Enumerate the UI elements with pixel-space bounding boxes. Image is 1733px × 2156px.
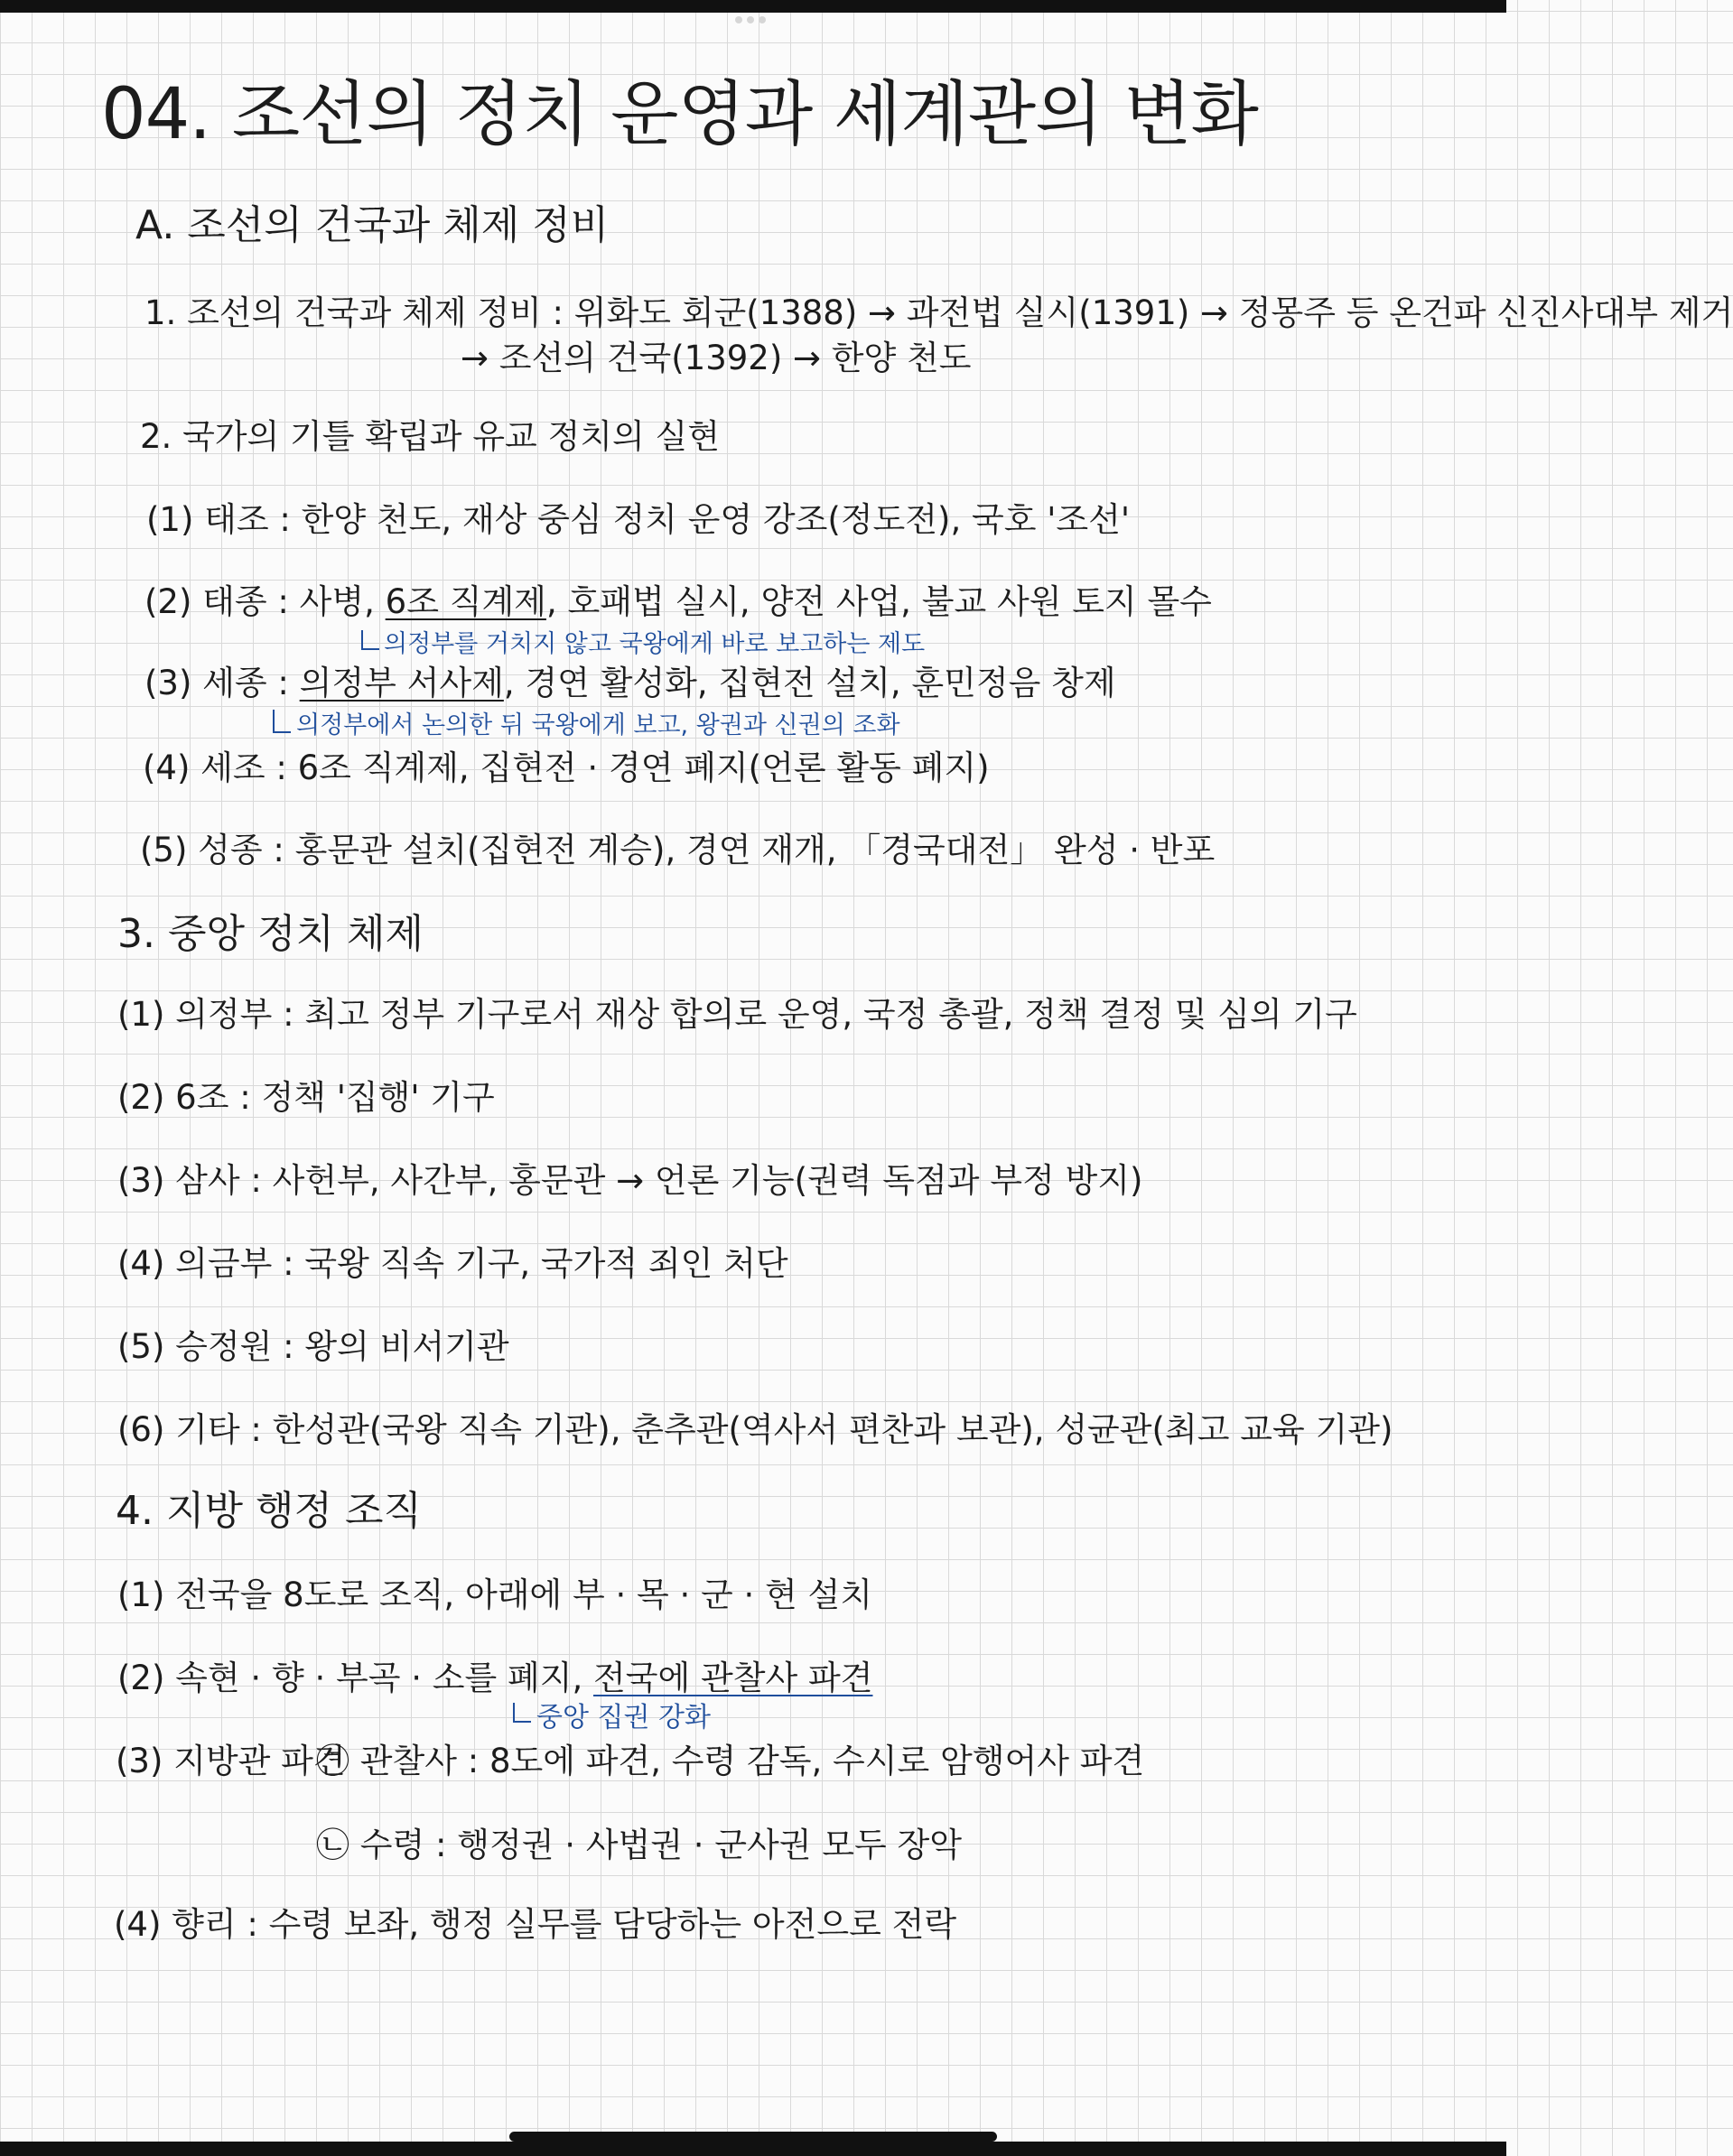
- sejong-note: 의정부에서 논의한 뒤 국왕에게 보고, 왕권과 신권의 조화: [296, 711, 900, 739]
- seongjong-line: (5) 성종 : 홍문관 설치(집현전 계승), 경연 재개, 「경국대전」 완성 · 반포: [140, 831, 1216, 869]
- item3-line-5: (5) 승정원 : 왕의 비서기관: [117, 1327, 509, 1366]
- item3-line-1: (1) 의정부 : 최고 정부 기구로서 재상 합의로 운영, 국정 총괄, 정책 결정 및 심의 기구: [117, 995, 1357, 1034]
- taejong-note: 의정부를 거치지 않고 국왕에게 바로 보고하는 제도: [384, 630, 926, 658]
- bottom-bar: [0, 2142, 1506, 2156]
- taejong-note-arrow-icon: [361, 630, 379, 650]
- page-title: 04. 조선의 정치 운영과 세계관의 변화: [101, 74, 1258, 155]
- section-a-heading: A. 조선의 건국과 체제 정비: [135, 202, 610, 248]
- sejong-note-arrow-icon: [273, 710, 291, 733]
- item3-line-4: (4) 의금부 : 국왕 직속 기구, 국가적 죄인 처단: [117, 1244, 788, 1283]
- item4-line-2-prefix: (2) 속현 · 향 · 부곡 · 소를 폐지,: [117, 1659, 583, 1697]
- taejong-suffix: , 호패법 실시, 양전 사업, 불교 사원 토지 몰수: [545, 582, 1212, 621]
- item4-line-1: (1) 전국을 8도로 조직, 아래에 부 · 목 · 군 · 현 설치: [117, 1575, 873, 1614]
- item4-line-3-prefix: (3) 지방관 파견: [116, 1742, 346, 1780]
- taejong-line: [144, 582, 1212, 621]
- taejong-underlined-term: 6조 직계제: [385, 582, 546, 621]
- item1-line1: 1. 조선의 건국과 체제 정비 : 위화도 회군(1388) → 과전법 실시(1391) → 정몽주 등 온건파 신진사대부 제거: [144, 293, 1733, 332]
- sejong-line: [144, 666, 1116, 700]
- item3-line-3: (3) 삼사 : 사헌부, 사간부, 홍문관 → 언론 기능(권력 독점과 부정 방지): [117, 1161, 1143, 1200]
- multitask-dots-icon[interactable]: [735, 16, 766, 23]
- item2-heading: 2. 국가의 기틀 확립과 유교 정치의 실현: [140, 417, 720, 456]
- item4-line-2-underlined: 전국에 관찰사 파견: [593, 1659, 873, 1697]
- home-indicator[interactable]: [509, 2132, 997, 2142]
- item3-line-2: (2) 6조 : 정책 '집행' 기구: [117, 1078, 495, 1117]
- sejong-prefix: (3) 세종 :: [144, 664, 289, 702]
- item4-line-3-b: ㉡ 수령 : 행정권 · 사법권 · 군사권 모두 장악: [316, 1826, 962, 1864]
- item3-heading: 3. 중앙 정치 체제: [117, 911, 424, 957]
- item1-line2: → 조선의 건국(1392) → 한양 천도: [461, 339, 972, 377]
- item4-note-arrow-icon: [513, 1703, 531, 1723]
- item4-line-2-note: 중앙 집권 강화: [536, 1702, 711, 1733]
- item3-line-6: (6) 기타 : 한성관(국왕 직속 기관), 춘추관(역사서 편찬과 보관), 성균관(최고 교육 기관): [117, 1410, 1393, 1449]
- item4-line-4: (4) 향리 : 수령 보좌, 행정 실무를 담당하는 아전으로 전락: [114, 1905, 957, 1944]
- item4-line-3-a: ㉠ 관찰사 : 8도에 파견, 수령 감독, 수시로 암행어사 파견: [316, 1742, 1145, 1780]
- taejong-prefix: (2) 태종 : 사병,: [144, 582, 375, 621]
- item4-line-2: [117, 1661, 872, 1695]
- sejong-suffix: , 경연 활성화, 집현전 설치, 훈민정음 창제: [503, 664, 1116, 702]
- sejo-line: (4) 세조 : 6조 직계제, 집현전 · 경연 폐지(언론 활동 폐지): [143, 748, 990, 787]
- sejong-underlined-term: 의정부 서사제: [299, 664, 504, 702]
- item4-heading: 4. 지방 행정 조직: [116, 1488, 422, 1534]
- taejo-line: (1) 태조 : 한양 천도, 재상 중심 정치 운영 강조(정도전), 국호 '조선': [146, 500, 1131, 539]
- top-status-bar: [0, 0, 1506, 13]
